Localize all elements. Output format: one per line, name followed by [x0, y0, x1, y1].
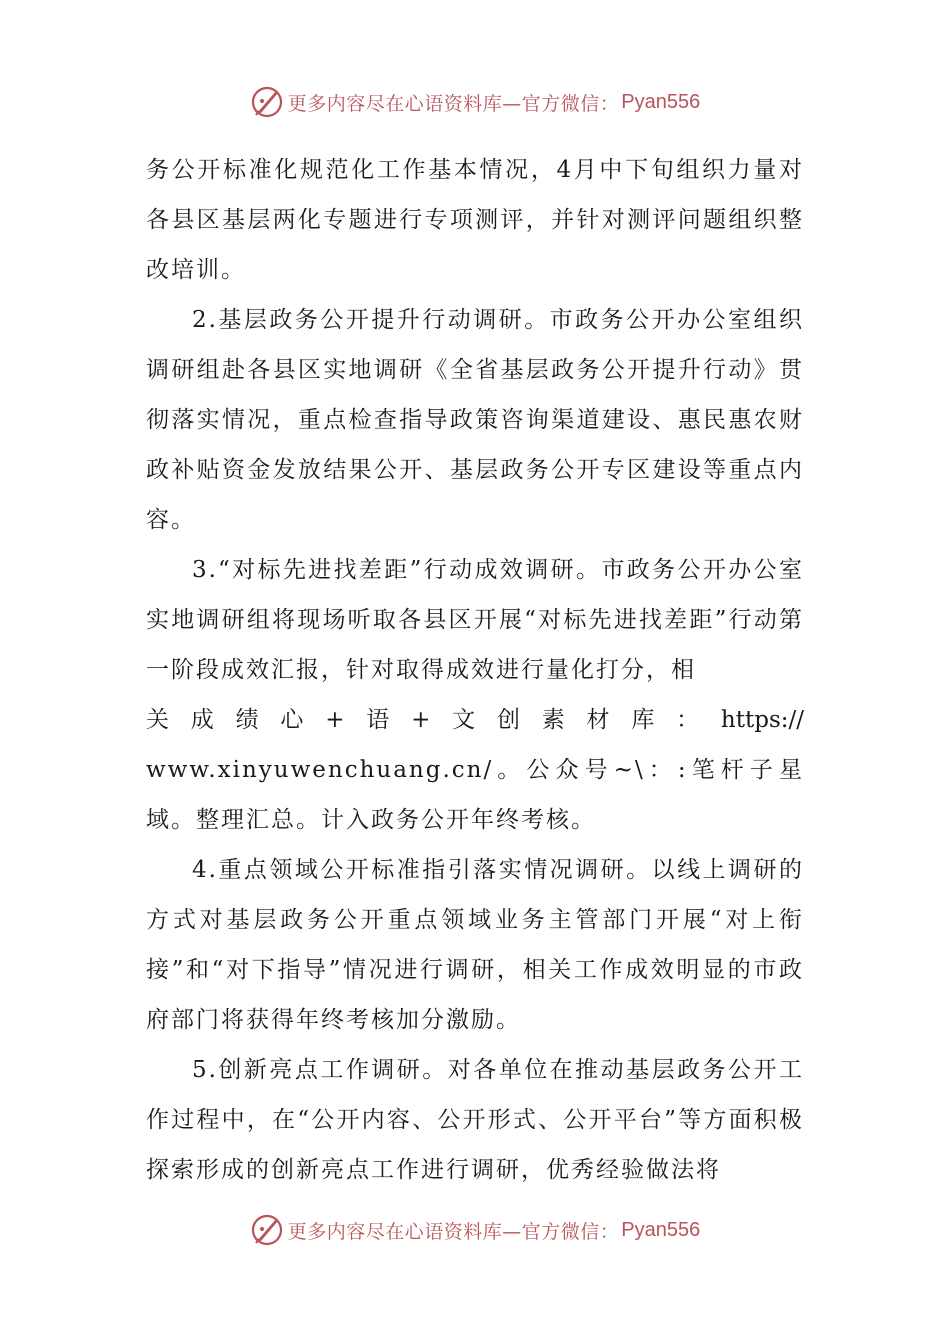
spread-char: 材 — [586, 707, 610, 733]
banner-text: 更多内容尽在心语资料库—官方微信： — [287, 92, 620, 115]
paragraph-4: 4.重点领域公开标准指引落实情况调研。以线上调研的方式对基层政务公开重点领域业务主管部门开展“对上衔接”和“对下指导”情况进行调研，相关工作成效明显的市政府部门将获得年终考核加分激励。 — [146, 857, 804, 1033]
spread-char: + — [325, 707, 345, 733]
spread-char: + — [411, 707, 431, 733]
spread-char: 创 — [496, 707, 520, 733]
spread-char: 绩 — [235, 707, 259, 733]
url-link-text: https:// — [720, 707, 804, 733]
spread-char: 素 — [541, 707, 565, 733]
quill-pen-logo-icon — [250, 85, 284, 119]
spread-char: 心 — [280, 707, 304, 733]
quill-pen-logo-icon — [250, 1213, 284, 1247]
spread-char: 成 — [190, 707, 214, 733]
paragraph-3: 3.“对标先进找差距”行动成效调研。市政务公开办公室实地调研组将现场听取各县区开展“对标先进找差距”行动第一阶段成效汇报，针对取得成效进行量化打分，相 — [146, 557, 804, 683]
spread-char: ： — [676, 707, 700, 733]
footer-banner — [0, 1210, 950, 1250]
paragraph-3-tail: www.xinyuwenchuang.cn/。公众号~\：:笔杆子星域。整理汇总。计入政务公开年终考核。 — [146, 757, 804, 833]
paragraph-5: 5.创新亮点工作调研。对各单位在推动基层政务公开工作过程中，在“公开内容、公开形式、公开平台”等方面积极探索形成的创新亮点工作进行调研，优秀经验做法将 — [146, 1057, 804, 1183]
spread-char: 语 — [366, 707, 390, 733]
paragraph-2: 2.基层政务公开提升行动调研。市政务公开办公室组织调研组赴各县区实地调研《全省基层政务公开提升行动》贯彻落实情况，重点检查指导政策咨询渠道建设、惠民惠农财政补贴资金发放结果公开、基层政务公开专区建设等重点内容。 — [146, 307, 804, 533]
spread-char: 文 — [452, 707, 476, 733]
document-body — [146, 145, 804, 1195]
banner-wechat-handle: Pyan556 — [621, 1218, 701, 1241]
banner-text: 更多内容尽在心语资料库—官方微信： — [287, 1220, 620, 1243]
paragraph-3-spread-line — [146, 695, 804, 745]
spread-char: 关 — [146, 707, 169, 733]
header-banner — [0, 82, 950, 122]
spread-char: 库 — [631, 707, 655, 733]
paragraph-1: 务公开标准化规范化工作基本情况，4月中下旬组织力量对各县区基层两化专题进行专项测评，并针对测评问题组织整改培训。 — [146, 157, 804, 283]
banner-wechat-handle: Pyan556 — [621, 90, 701, 113]
